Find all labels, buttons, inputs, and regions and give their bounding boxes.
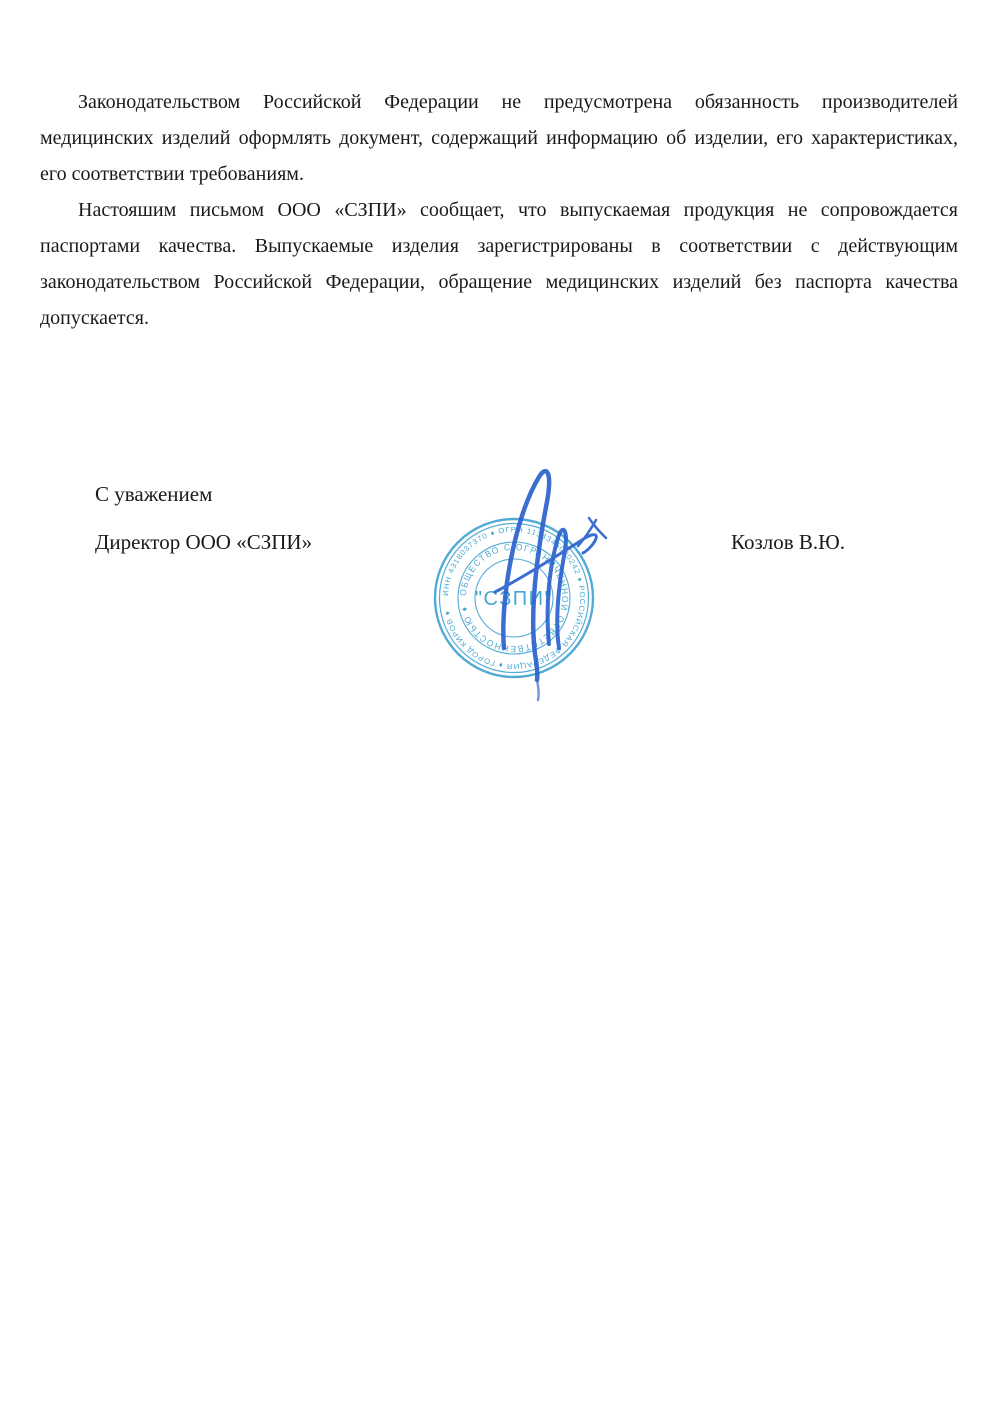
signer-title: Директор ООО «СЗПИ» (95, 530, 313, 554)
stamp-outer-ring-text: ИНН 4318037370 ♦ ОГРН 1134345000242 ♦ РОССИЙСКАЯ ФЕДЕРАЦИЯ ♦ ГОРОД КИРОВ ♦ (440, 524, 588, 672)
signer-name: Козлов В.Ю. (731, 530, 845, 554)
letter-paragraph-1: Законодательством Российской Федерации не предусмотрена обязанность производителей медицинских изделий оформлять документ, содержащий информацию об изделии, его характеристиках, его соответствии требованиям. (40, 91, 958, 185)
stamp-center-text: "СЗПИ" (474, 588, 554, 610)
letter-paragraph-2: Настояшим письмом ООО «СЗПИ» сообщает, что выпускаемая продукция не сопровождается паспортами качества. Выпускаемые изделия зарегистрированы в соответствии с действующим законодательством Российской Федерации, обращение медицинских изделий без паспорта качества допускается. (40, 199, 958, 329)
stamp-inner-ring-text: ОБЩЕСТВО С ОГРАНИЧЕННОЙ ОТВЕТСТВЕННОСТЬЮ ♦ (457, 541, 571, 655)
stamp-and-signature-area (392, 452, 632, 702)
letter-body (40, 84, 958, 336)
closing-salutation: С уважением (95, 482, 213, 506)
